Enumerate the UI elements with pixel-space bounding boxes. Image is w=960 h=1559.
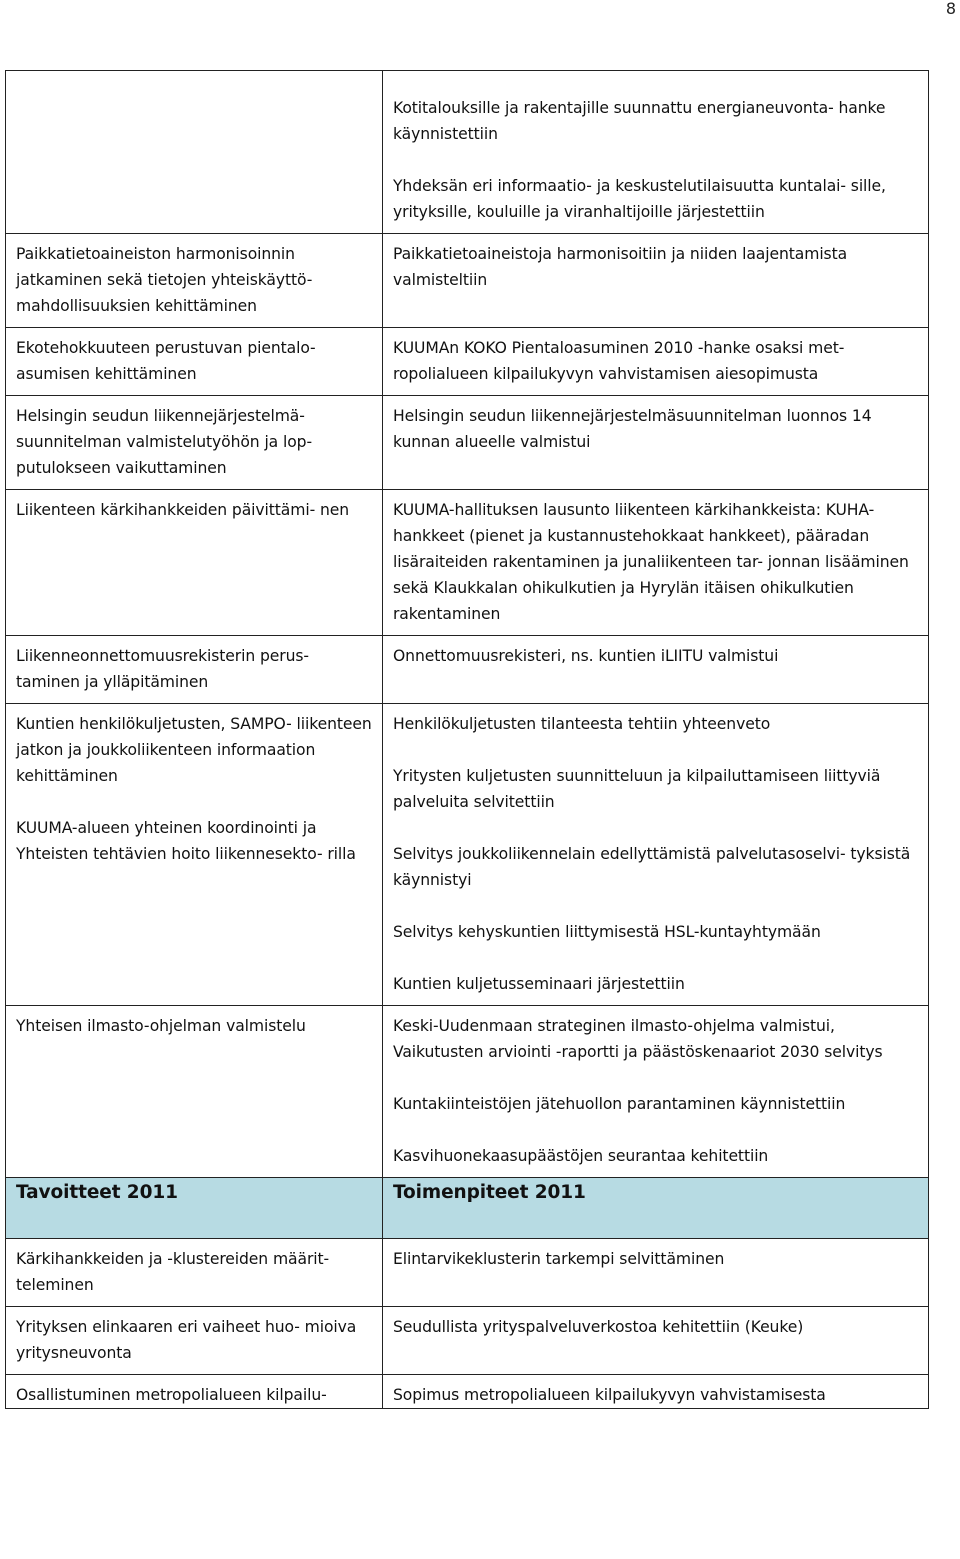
page-number: 8: [945, 0, 956, 18]
action-text: Kasvihuonekaasupäästöjen seurantaa kehitettiin: [393, 1147, 769, 1165]
table-row: [6, 704, 929, 1006]
action-cell: [383, 396, 929, 490]
action-text: Kuntien kuljetusseminaari järjestettiin: [393, 975, 685, 993]
goal-cell: [6, 71, 383, 234]
action-cell: [383, 328, 929, 396]
action-cell: [383, 71, 929, 234]
header-goals: Tavoitteet 2011: [6, 1178, 383, 1239]
goal-text: Liikenteen kärkihankkeiden päivittämi- nen: [16, 501, 350, 519]
goal-text: Helsingin seudun liikennejärjestelmä- suunnitelman valmistelutyöhön ja lop- putulokseen vaikuttaminen: [16, 407, 312, 477]
action-cell: Seudullista yrityspalveluverkostoa kehitettiin (Keuke): [383, 1307, 929, 1375]
table-row: [6, 234, 929, 328]
action-text: Helsingin seudun liikennejärjestelmäsuunnitelman luonnos 14 kunnan alueelle valmistui: [393, 407, 872, 451]
action-text: Selvitys joukkoliikennelain edellyttämistä palvelutasoselvi- tyksistä käynnistyi: [393, 845, 911, 889]
action-text: Yhdeksän eri informaatio- ja keskustelutilaisuutta kuntalai- sille, yrityksille, kouluille ja viranhaltijoille järjestettiin: [393, 177, 886, 221]
goal-text: Kuntien henkilökuljetusten, SAMPO- liikenteen jatkon ja joukkoliikenteen informaation kehittäminen: [16, 715, 372, 785]
action-cell: [383, 1006, 929, 1178]
table-row: [6, 490, 929, 636]
goal-cell: [6, 1006, 383, 1178]
action-cell: Elintarvikeklusterin tarkempi selvittäminen: [383, 1239, 929, 1307]
action-text: Onnettomuusrekisteri, ns. kuntien iLIITU valmistui: [393, 647, 779, 665]
goal-cell: [6, 636, 383, 704]
goal-text: Yhteisen ilmasto-ohjelman valmistelu: [16, 1017, 306, 1035]
table-row: [6, 1006, 929, 1178]
table-row: [6, 636, 929, 704]
table-row: [6, 1239, 929, 1307]
table-row: [6, 1307, 929, 1375]
action-text: Kotitalouksille ja rakentajille suunnattu energianeuvonta- hanke käynnistettiin: [393, 99, 886, 143]
action-cell: Sopimus metropolialueen kilpailukyvyn vahvistamisesta: [383, 1375, 929, 1409]
goal-cell: [6, 396, 383, 490]
action-text: KUUMAn KOKO Pientaloasuminen 2010 -hanke osaksi met- ropolialueen kilpailukyvyn vahvistamisen aiesopimusta: [393, 339, 845, 383]
action-text: KUUMA-hallituksen lausunto liikenteen kärkihankkeista: KUHA-hankkeet (pienet ja kustannustehokkaat hankkeet), pääradan lisäraiteiden rakentaminen ja junaliikenteen tar- jonnan lisääminen sekä Klaukkalan ohikulkutien ja Hyrylän itäisen ohikulkutien rakentaminen: [393, 501, 909, 623]
goal-cell: [6, 328, 383, 396]
action-cell: [383, 234, 929, 328]
goal-cell: [6, 704, 383, 1006]
goal-cell: Kärkihankkeiden ja -klustereiden määrit- teleminen: [6, 1239, 383, 1307]
table-row: [6, 396, 929, 490]
goal-text: Paikkatietoaineiston harmonisoinnin jatkaminen sekä tietojen yhteiskäyttö- mahdollisuuksien kehittäminen: [16, 245, 313, 315]
goal-cell: Yrityksen elinkaaren eri vaiheet huo- mioiva yritysneuvonta: [6, 1307, 383, 1375]
table-row: [6, 1375, 929, 1409]
action-cell: [383, 490, 929, 636]
goal-cell: [6, 490, 383, 636]
goal-text: Liikenneonnettomuusrekisterin perus- taminen ja ylläpitäminen: [16, 647, 309, 691]
action-cell: [383, 704, 929, 1006]
goal-cell: [6, 234, 383, 328]
goal-text: Ekotehokkuuteen perustuvan pientalo- asumisen kehittäminen: [16, 339, 316, 383]
header-actions: Toimenpiteet 2011: [383, 1178, 929, 1239]
goals-actions-table: [5, 70, 929, 1409]
action-text: Yritysten kuljetusten suunnitteluun ja kilpailuttamiseen liittyviä palveluita selvitettiin: [393, 767, 881, 811]
action-text: Kuntakiinteistöjen jätehuollon parantaminen käynnistettiin: [393, 1095, 846, 1113]
action-text: Paikkatietoaineistoja harmonisoitiin ja niiden laajentamista valmisteltiin: [393, 245, 848, 289]
goal-text: KUUMA-alueen yhteinen koordinointi ja Yhteisten tehtävien hoito liikennesekto- rilla: [16, 819, 356, 863]
action-cell: [383, 636, 929, 704]
table-row: [6, 328, 929, 396]
goal-cell: Osallistuminen metropolialueen kilpailu-: [6, 1375, 383, 1409]
table-row: [6, 71, 929, 234]
action-text: Henkilökuljetusten tilanteesta tehtiin yhteenveto: [393, 715, 771, 733]
action-text: Selvitys kehyskuntien liittymisestä HSL-kuntayhtymään: [393, 923, 821, 941]
action-text: Keski-Uudenmaan strateginen ilmasto-ohjelma valmistui, Vaikutusten arviointi -raportti ja päästöskenaariot 2030 selvitys: [393, 1017, 883, 1061]
table-header-row: [6, 1178, 929, 1239]
